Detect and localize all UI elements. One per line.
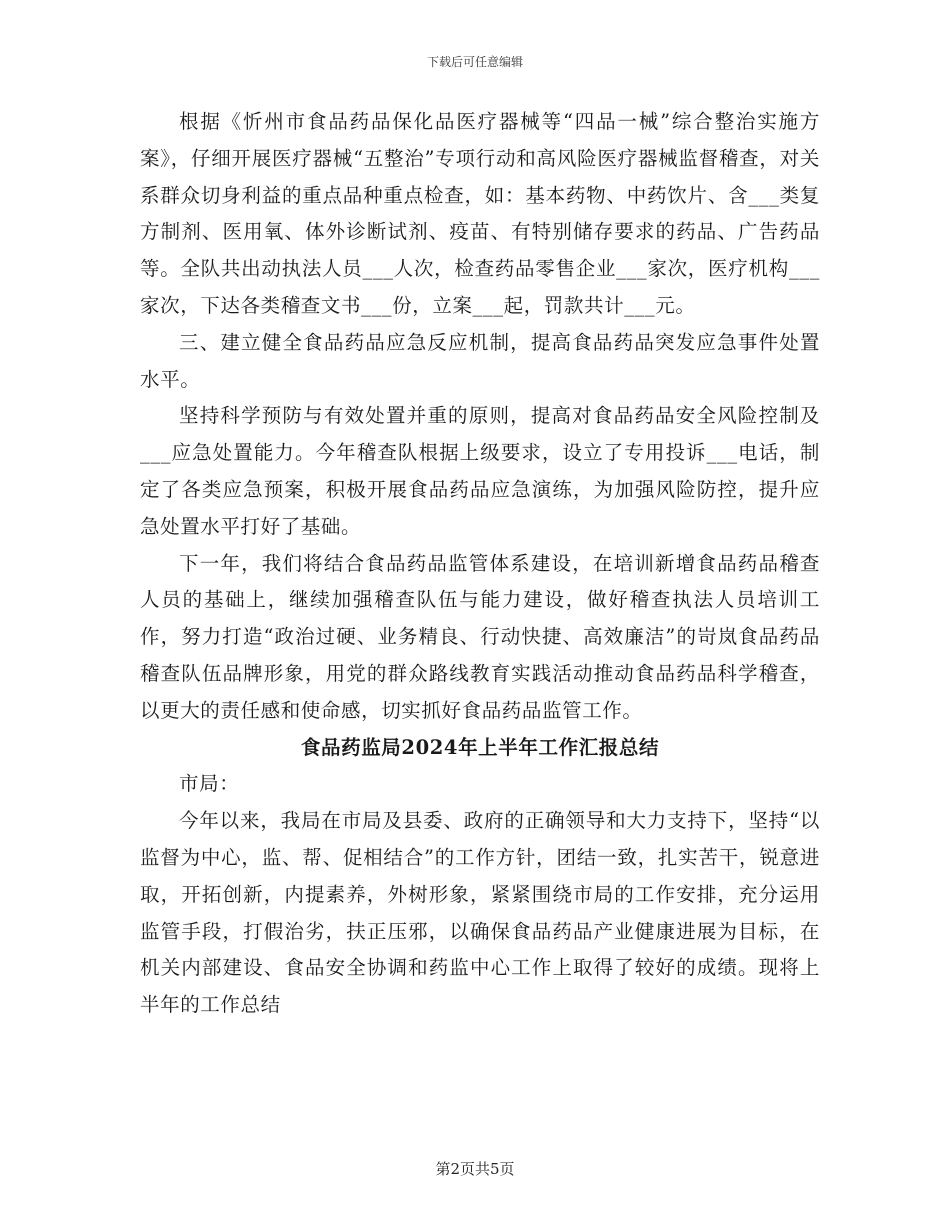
section-title: 食品药监局2024年上半年工作汇报总结 [300,735,660,759]
salutation: 市局： [179,772,240,796]
paragraph-emergency: 坚持科学预防与有效处置并重的原则，提高对食品药品安全风险控制及___应急处置能力。今年稽查队根据上级要求，设立了专用投诉___电话，制定了各类应急预案，积极开展食品药品应急演练，为加强风险防控，提升应急处置水平打好了基础。 [140,404,820,538]
paragraph-emergency-heading: 三、建立健全食品药品应急反应机制，提高食品药品突发应急事件处置水平。 [140,330,820,391]
paragraph-report-intro: 今年以来，我局在市局及县委、政府的正确领导和大力支持下，坚持“以监督为中心，监、帮、促相结合”的工作方针，团结一致，扎实苦干，锐意进取，开拓创新，内提素养，外树形象，紧紧围绕市局的工作安排，充分运用监管手段，打假治劣，扶正压邪，以确保食品药品产业健康进展为目标，在机关内部建设、食品安全协调和药监中心工作上取得了较好的成绩。现将上半年的工作总结 [140,809,820,1017]
page-header: 下载后可任意编辑 [426,55,523,69]
document-body [140,104,820,1024]
paragraph-next-year: 下一年，我们将结合食品药品监管体系建设，在培训新增食品药品稽查人员的基础上，继续加强稽查队伍与能力建设，做好稽查执法人员培训工作，努力打造“政治过硬、业务精良、行动快捷、高效廉洁”的岢岚食品药品稽查队伍品牌形象，用党的群众路线教育实践活动推动食品药品科学稽查，以更大的责任感和使命感，切实抓好食品药品监管工作。 [140,551,820,722]
page-number: 第2页共5页 [435,1160,515,1178]
paragraph-inspection: 根据《忻州市食品药品保化品医疗器械等“四品一械”综合整治实施方案》，仔细开展医疗器械“五整治”专项行动和高风险医疗器械监督稽查，对关系群众切身利益的重点品种重点检查，如：基本药物、中药饮片、含___类复方制剂、医用氧、体外诊断试剂、疫苗、有特别储存要求的药品、广告药品等。全队共出动执法人员___人次，检查药品零售企业___家次，医疗机构___家次，下达各类稽查文书___份，立案___起，罚款共计___元。 [140,110,820,317]
